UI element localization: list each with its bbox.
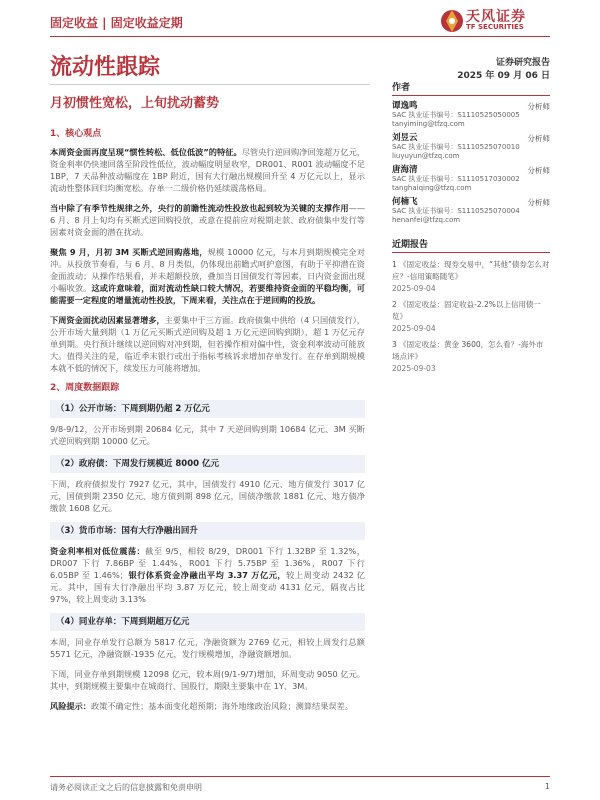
subsection-government-bonds: （2）政府债：下周发行规模近 8000 亿元 <box>50 455 365 473</box>
sidebar <box>392 80 550 379</box>
paragraph-2: 当中除了有季节性规律之外，央行的前瞻性流动性投放也起到较为关键的支撑作用——6 月、8 月上旬均有买断式逆回购投放，或意在提前应对税期走款、政府债集中发行等因素对资金面的潜在扰动。 <box>50 203 365 237</box>
subsection-interbank-cd: （4）同业存单：下周到期超万亿元 <box>50 613 365 631</box>
logo-name-en: TF SECURITIES <box>466 23 524 31</box>
author-email[interactable]: henanfei@tfzq.com <box>392 216 461 224</box>
paragraph-money-market: 资金利率相对低位震荡：截至 9/5，相较 8/29，DR001 下行 1.32BP 至 1.32%，DR007 下行 7.86BP 至 1.44%，R001 下行 5.75BP 至 1.36%，R007 下行 6.05BP 至 1.46%；银行体系资金净融出平均 3.37 万亿元，较上周变动 2432 亿元。其中，国有大行净融出平均 3.87 万亿元，较上周变动 4131 亿元，隔夜占比 97%，较上周变动 3.13% <box>50 546 365 604</box>
paragraph-3: 聚焦 9 月，月初 3M 买断式逆回购落地，规模 10000 亿元，与本月到期规模完全对冲。从投放节奏看，与 6 月、8 月类似，仍体现出前瞻式呵护意图，有助于平抑潜在资金面波动；从操作结果看，并未超额投放，叠加当日国债发行等因素，日内资金面出现小幅收敛。这或许意味着，面对流动性缺口较大情况，若要维持资金面的平稳均衡，可能需要一定程度的增量流动性投放，下周来看，关注点在于逆回购的投放。 <box>50 247 365 305</box>
paragraph-1: 本周资金面再度呈现“惯性转松、低位低波”的特征。尽管央行逆回购净回笼超万亿元，资金利率仍快速回落至阶段性低位，波动幅度明显收窄，DR001、R001 波动幅度不足 1BP，7 天品种波动幅度在 1BP 附近，国有大行融出规模回升至 4 万亿元以上，显示流动性整体回归均衡宽松。存单一二级价格仍延续震荡格局。 <box>50 147 365 193</box>
subsection-money-market: （3）货币市场：国有大行净融出回升 <box>50 522 365 540</box>
author-email[interactable]: tanyiming@tfzq.com <box>392 120 465 128</box>
recent-reports-heading: 近期报告 <box>392 237 550 253</box>
paragraph-4: 下周资金面扰动因素显著增多，主要集中于三方面。政府债集中供给（4 只国债发行），公开市场大量到期（1 万亿元买断式逆回购及超 1 万亿元逆回购到期），超 1 万亿元存单到期。央行预计继续以逆回购对冲到期，但若操作相对偏中性，资金利率波动可能放大。值得关注的是，临近季末银行或出于指标考核诉求增加存单发行。在存单到期规模本就不低的情况下，续发压力可能将增加。 <box>50 315 365 373</box>
header-divider <box>50 36 550 37</box>
author-email[interactable]: tanghaiqing@tfzq.com <box>392 184 472 192</box>
section-heading-weekly-data: 2、周度数据跟踪 <box>50 383 120 393</box>
report-body <box>50 128 365 720</box>
author-card: 刘昱云 分析师 SAC 执业证书编号：S1110525070010 liuyuyun@tfzq.com <box>392 133 550 160</box>
title-divider <box>50 84 370 85</box>
report-title: 流动性跟踪 <box>50 55 161 80</box>
subsection-open-market: （1）公开市场：下周到期仍超 2 万亿元 <box>50 400 365 418</box>
paragraph-government-bonds: 下周，政府债拟发行 7927 亿元，其中，国债发行 4910 亿元、地方债发行 3017 亿元，国债到期 2350 亿元、地方债到期 898 亿元，国债净缴款 1881 亿元、地方债净缴款 1608 亿元。 <box>50 479 365 513</box>
authors-heading: 作者 <box>392 80 550 96</box>
recent-report-link[interactable]: 2 《固定收益：固定收益-2.2%以上信用债一览》 2025-09-04 <box>392 300 541 333</box>
author-email[interactable]: liuyuyun@tfzq.com <box>392 152 460 160</box>
page-header <box>0 0 600 50</box>
paragraph-cd-1: 本周，同业存单发行总额为 5817 亿元，净融资额为 2769 亿元，相较上周发行总额 5571 亿元，净融资额-1935 亿元，发行规模增加，净融资额增加。 <box>50 637 365 659</box>
paragraph-open-market: 9/8-9/12，公开市场到期 20684 亿元，其中 7 天逆回购到期 10684 亿元、3M 买断式逆回购到期 10000 亿元。 <box>50 424 365 446</box>
author-card: 何楠飞 分析师 SAC 执业证书编号：S1110525070004 henanfei@tfzq.com <box>392 197 550 224</box>
page-number: 1 <box>544 782 550 791</box>
risk-warning: 风险提示：政策不确定性；基本面变化超预期；海外地缘政治风险；测算结果误差。 <box>50 701 353 711</box>
footer-divider <box>50 776 550 777</box>
logo-name-cn: 天风证券 <box>466 9 526 25</box>
disclaimer-note: 请务必阅读正文之后的信息披露和免责申明 <box>50 783 202 792</box>
section-heading-core-views: 1、核心观点 <box>50 129 102 139</box>
report-date: 2025 年 09 月 06 日 <box>457 71 550 81</box>
recent-report-link[interactable]: 3 《固定收益：黄金 3600，怎么看？-海外市场点评》 2025-09-03 <box>392 340 544 373</box>
report-type: 证券研究报告 <box>495 58 550 68</box>
header-category: 固定收益 | 固定收益定期 <box>50 16 183 30</box>
recent-report-link[interactable]: 1 《固定收益：现券交易中，“其他”债券怎么对应？-信用策略随笔》 2025-09-04 <box>392 260 550 293</box>
author-card: 谭逸鸣 分析师 SAC 执业证书编号：S1110525050005 tanyiming@tfzq.com <box>392 101 550 128</box>
report-subtitle: 月初惯性宽松，上旬扰动蓄势 <box>50 96 220 111</box>
author-card: 唐海清 分析师 SAC 执业证书编号：S1110517030002 tanghaiqing@tfzq.com <box>392 165 550 192</box>
paragraph-cd-2: 下周，同业存单到期规模 12098 亿元，较本周(9/1-9/7)增加，环周变动 9050 亿元。其中，到期规模主要集中在城商行、国股行，期限主要集中在 1Y、3M。 <box>50 669 365 691</box>
